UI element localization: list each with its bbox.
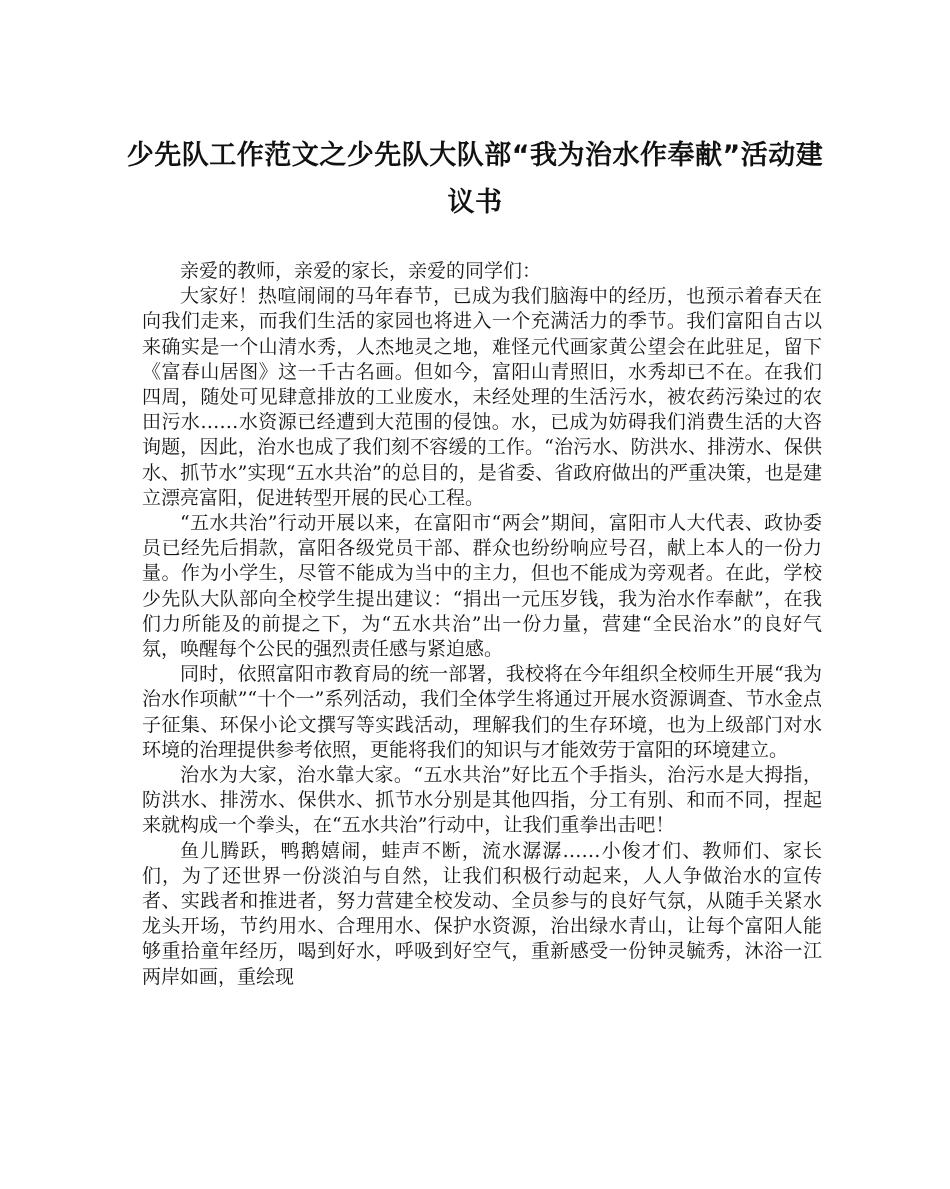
body-paragraph: 治水为大家，治水靠大家。“五水共治”好比五个手指头，治污水是大拇指，防洪水、排涝水、保供水、抓节水分别是其他四指，分工有别、和而不同，捏起来就构成一个拳头，在“五水共治”行动中，让我们重拳出击吧！ bbox=[142, 764, 822, 837]
document-title: 少先队工作范文之少先队大队部“我为治水作奉献”活动建议书 bbox=[126, 140, 824, 218]
body-paragraph: 同时，依照富阳市教育局的统一部署，我校将在今年组织全校师生开展“我为治水作项献”“十个一”系列活动，我们全体学生将通过开展水资源调查、节水金点子征集、环保小论文撰写等实践活动，理解我们的生存环境，也为上级部门对水环境的治理提供参考依照，更能将我们的知识与才能效劳于富阳的环境建立。 bbox=[142, 663, 822, 761]
document-body bbox=[142, 259, 822, 990]
body-paragraph: 大家好！热喧闹闹的马年春节，已成为我们脑海中的经历，也预示着春天在向我们走来，而我们生活的家园也将进入一个充满活力的季节。我们富阳自古以来确实是一个山清水秀，人杰地灵之地，难怪元代画家黄公望会在此驻足，留下《富春山居图》这一千古名画。但如今，富阳山青照旧，水秀却已不在。在我们四周，随处可见肆意排放的工业废水，未经处理的生活污水，被农药污染过的农田污水……水资源已经遭到大范围的侵蚀。水，已成为妨碍我们消费生活的大咨询题，因此，治水也成了我们刻不容缓的工作。“治污水、防洪水、排涝水、保供水、抓节水”实现“五水共治”的总目的，是省委、省政府做出的严重决策，也是建立漂亮富阳，促进转型开展的民心工程。 bbox=[142, 285, 822, 509]
salutation-paragraph: 亲爱的教师，亲爱的家长，亲爱的同学们： bbox=[180, 260, 542, 282]
body-paragraph: “五水共治”行动开展以来，在富阳市“两会”期间，富阳市人大代表、政协委员已经先后捐款，富阳各级党员干部、群众也纷纷响应号召，献上本人的一份力量。作为小学生，尽管不能成为当中的主力，但也不能成为旁观者。在此，学校少先队大队部向全校学生提出建议：“捐出一元压岁钱，我为治水作奉献”，在我们力所能及的前提之下，为“五水共治”出一份力量，营建“全民治水”的良好气氛，唤醒每个公民的强烈责任感与紧迫感。 bbox=[142, 512, 822, 661]
body-paragraph: 鱼儿腾跃，鸭鹅嬉闹，蛙声不断，流水潺潺……小俊才们、教师们、家长们，为了还世界一份淡泊与自然，让我们积极行动起来，人人争做治水的宣传者、实践者和推进者，努力营建全校发动、全员参与的良好气氛，从随手关紧水龙头开场，节约用水、合理用水、保护水资源，治出绿水青山，让每个富阳人能够重拾童年经历，喝到好水，呼吸到好空气，重新感受一份钟灵毓秀，沐浴一江两岸如画，重绘现 bbox=[142, 839, 822, 988]
